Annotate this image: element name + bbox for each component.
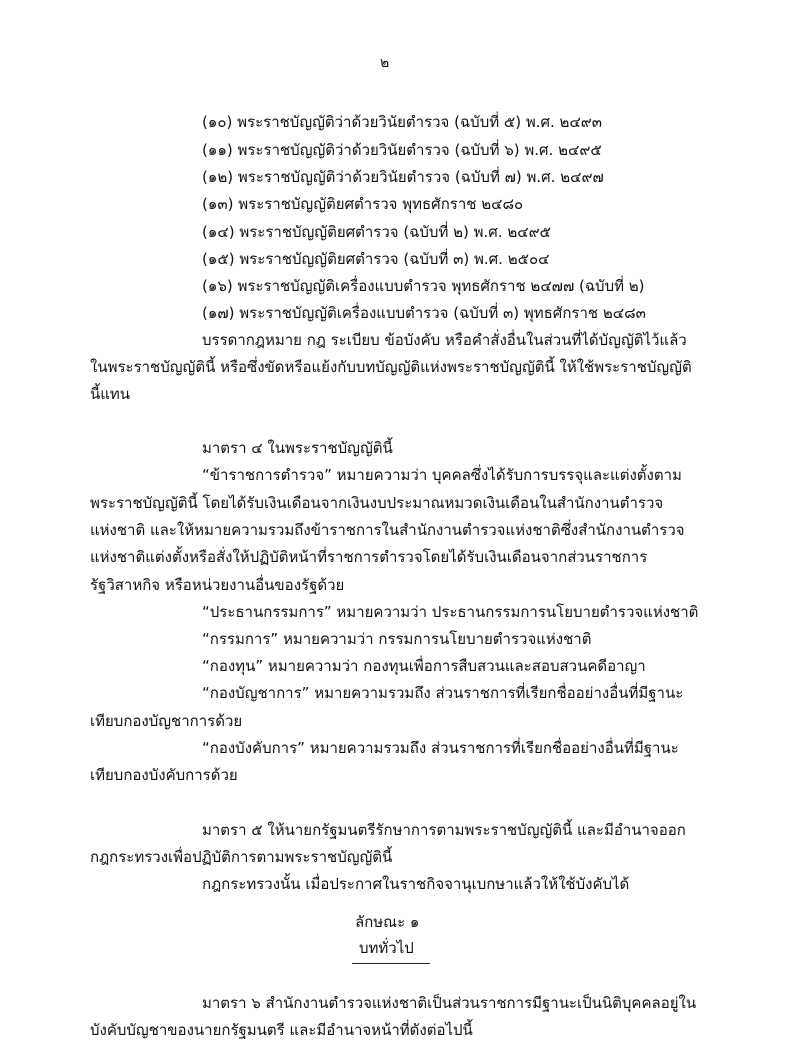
chapter-number: ลักษณะ ๑ (355, 913, 420, 931)
paragraph-line: บังคับบัญชาของนายกรัฐมนตรี และมีอำนาจหน้าที่ดังต่อไปนี้ (90, 1021, 473, 1039)
list-item: (๑๕) พระราชบัญญัติยศตำรวจ (ฉบับที่ ๓) พ.ศ. ๒๕๐๔ (202, 250, 550, 268)
definition-line: “กองทุน” หมายความว่า กองทุนเพื่อการสืบสวนและสอบสวนคดีอาญา (202, 657, 646, 675)
paragraph-line: บรรดากฎหมาย กฎ ระเบียบ ข้อบังคับ หรือคำสั่งอื่นในส่วนที่ได้บัญญัติไว้แล้ว (202, 331, 687, 349)
paragraph-line: กฎกระทรวงนั้น เมื่อประกาศในราชกิจจานุเบกษาแล้วให้ใช้บังคับได้ (202, 875, 630, 893)
paragraph-line: กฎกระทรวงเพื่อปฏิบัติการตามพระราชบัญญัตินี้ (90, 848, 393, 866)
page-number: ๒ (380, 55, 390, 71)
definition-line: “กองบัญชาการ” หมายความรวมถึง ส่วนราชการที่เรียกชื่ออย่างอื่นที่มีฐานะ (202, 684, 684, 702)
definition-line: “กรรมการ” หมายความว่า กรรมการนโยบายตำรวจแห่งชาติ (202, 630, 592, 648)
definition-line: พระราชบัญญัตินี้ โดยได้รับเงินเดือนจากเงินงบประมาณหมวดเงินเดือนในสำนักงานตำรวจ (90, 494, 664, 512)
list-item: (๑๖) พระราชบัญญัติเครื่องแบบตำรวจ พุทธศักราช ๒๔๗๗ (ฉบับที่ ๒) (202, 277, 645, 295)
definition-line: “กองบังคับการ” หมายความรวมถึง ส่วนราชการที่เรียกชื่ออย่างอื่นที่มีฐานะ (202, 739, 679, 757)
definition-line: แห่งชาติแต่งตั้งหรือสั่งให้ปฏิบัติหน้าที่ราชการตำรวจโดยได้รับเงินเดือนจากส่วนราชการ (90, 548, 648, 566)
definition-line: แห่งชาติ และให้หมายความรวมถึงข้าราชการในสำนักงานตำรวจแห่งชาติซึ่งสำนักงานตำรวจ (90, 521, 685, 539)
definition-line: เทียบกองบังคับการด้วย (90, 766, 238, 784)
paragraph-line: ในพระราชบัญญัตินี้ หรือซึ่งขัดหรือแย้งกับบทบัญญัติแห่งพระราชบัญญัตินี้ ให้ใช้พระราชบัญญัติ (90, 358, 692, 376)
definition-line: เทียบกองบัญชาการด้วย (90, 712, 243, 730)
list-item: (๑๗) พระราชบัญญัติเครื่องแบบตำรวจ (ฉบับที่ ๓) พุทธศักราช ๒๔๘๓ (202, 304, 646, 322)
paragraph-line: มาตรา ๕ ให้นายกรัฐมนตรีรักษาการตามพระราชบัญญัตินี้ และมีอำนาจออก (202, 821, 686, 839)
list-item: (๑๔) พระราชบัญญัติยศตำรวจ (ฉบับที่ ๒) พ.ศ. ๒๔๙๕ (202, 223, 551, 241)
paragraph-line: นี้แทน (90, 385, 131, 403)
definition-line: รัฐวิสาหกิจ หรือหน่วยงานอื่นของรัฐด้วย (90, 576, 345, 594)
paragraph-line: มาตรา ๖ สำนักงานตำรวจแห่งชาติเป็นส่วนราชการมีฐานะเป็นนิติบุคคลอยู่ใน (202, 994, 697, 1012)
section-heading: มาตรา ๔ ในพระราชบัญญัตินี้ (202, 439, 393, 457)
chapter-underline (352, 963, 430, 964)
definition-line: “ข้าราชการตำรวจ” หมายความว่า บุคคลซึ่งได้รับการบรรจุและแต่งตั้งตาม (202, 466, 682, 484)
list-item: (๑๒) พระราชบัญญัติว่าด้วยวินัยตำรวจ (ฉบับที่ ๗) พ.ศ. ๒๔๙๗ (202, 168, 604, 186)
definition-line: “ประธานกรรมการ” หมายความว่า ประธานกรรมการนโยบายตำรวจแห่งชาติ (202, 603, 699, 621)
list-item: (๑๐) พระราชบัญญัติว่าด้วยวินัยตำรวจ (ฉบับที่ ๕) พ.ศ. ๒๔๙๓ (202, 113, 603, 131)
list-item: (๑๓) พระราชบัญญัติยศตำรวจ พุทธศักราช ๒๔๘๐ (202, 195, 524, 213)
list-item: (๑๑) พระราชบัญญัติว่าด้วยวินัยตำรวจ (ฉบับที่ ๖) พ.ศ. ๒๔๙๕ (202, 141, 602, 159)
chapter-title: บททั่วไป (359, 939, 414, 957)
